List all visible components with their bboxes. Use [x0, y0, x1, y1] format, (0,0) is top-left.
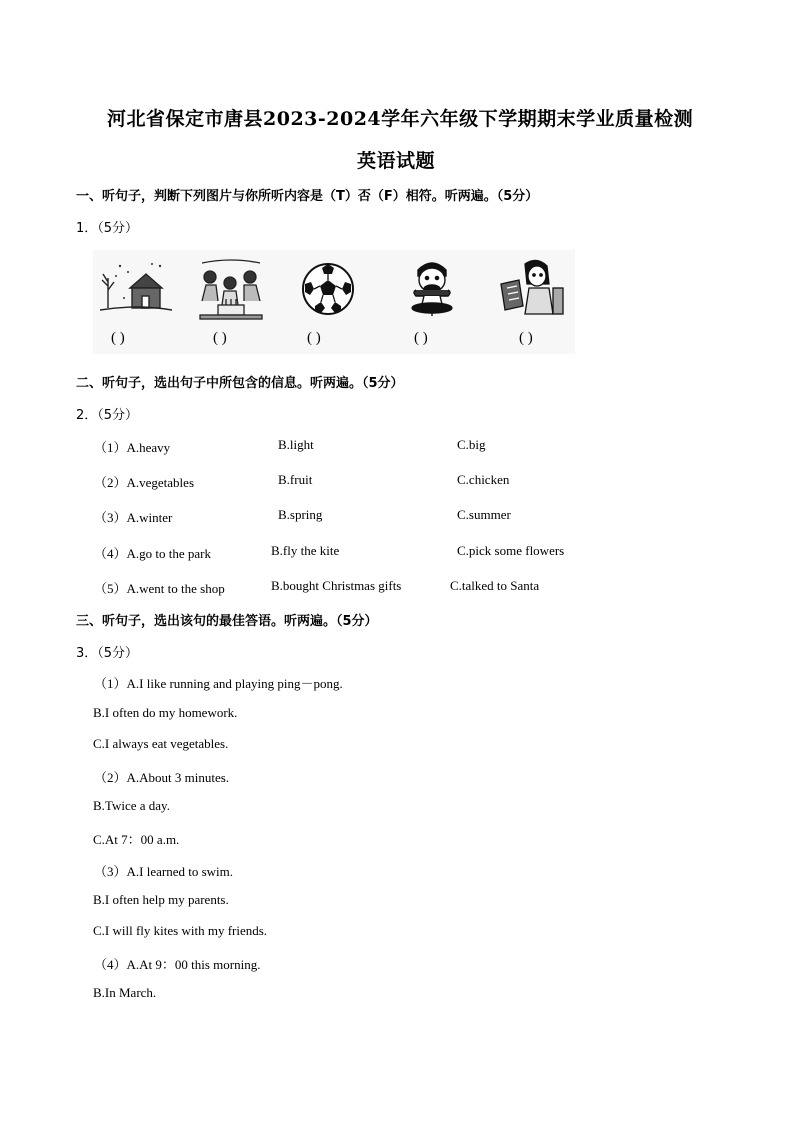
q3-line-8: B.I often help my parents. — [93, 892, 229, 907]
q3-line-1: （1）A.I like running and playing ping－pong. — [94, 676, 343, 691]
q2-row1-option-b: B.light — [278, 437, 314, 452]
q2-row2-option-a: （2）A.vegetables — [94, 475, 195, 490]
q2-row4-option-b: B.fly the kite — [271, 543, 340, 558]
snowy-house-picture — [100, 258, 172, 318]
boy-eating-picture — [406, 256, 458, 318]
q3-line-6: C.At 7：00 a.m. — [93, 832, 180, 847]
q2-row3-option-b: B.spring — [278, 507, 323, 522]
page-title: 河北省保定市唐县2023-2024学年六年级下学期期末学业质量检测 — [107, 108, 694, 130]
q2-row4-option-a: （4）A.go to the park — [94, 546, 211, 561]
q2-row5-option-a: （5）A.went to the shop — [94, 581, 225, 596]
q3-line-4: （2）A.About 3 minutes. — [94, 770, 230, 785]
answer-blank-4[interactable]: ( ) — [414, 330, 428, 346]
answer-blank-1[interactable]: ( ) — [111, 330, 125, 346]
q3-line-2: B.I often do my homework. — [93, 705, 238, 720]
answer-blank-2[interactable]: ( ) — [213, 330, 227, 346]
section1-heading: 一、听句子，判断下列图片与你所听内容是（T）否（F）相符。听两遍。（5分） — [76, 189, 539, 204]
q2-row5-option-b: B.bought Christmas gifts — [271, 578, 402, 593]
q3-line-11: B.In March. — [93, 985, 157, 1000]
q2-row3-option-c: C.summer — [457, 507, 511, 522]
soccer-ball-picture — [301, 262, 355, 316]
question2-label: 2．（5分） — [76, 408, 139, 423]
birthday-party-picture — [196, 255, 266, 323]
answer-blank-3[interactable]: ( ) — [307, 330, 321, 346]
answer-blank-5[interactable]: ( ) — [519, 330, 533, 346]
q3-line-5: B.Twice a day. — [93, 798, 170, 813]
q2-row2-option-b: B.fruit — [278, 472, 313, 487]
question3-label: 3．（5分） — [76, 646, 139, 661]
q3-line-7: （3）A.I learned to swim. — [94, 864, 234, 879]
q2-row1-option-c: C.big — [457, 437, 486, 452]
q3-line-10: （4）A.At 9：00 this morning. — [94, 957, 261, 972]
q2-row3-option-a: （3）A.winter — [94, 510, 173, 525]
girl-reading-picture — [497, 258, 567, 320]
q2-row5-option-c: C.talked to Santa — [450, 578, 540, 593]
q3-line-9: C.I will fly kites with my friends. — [93, 923, 268, 938]
q2-row2-option-c: C.chicken — [457, 472, 510, 487]
page-subtitle: 英语试题 — [357, 150, 436, 172]
q2-row1-option-a: （1）A.heavy — [94, 440, 171, 455]
question1-label: 1．（5分） — [76, 221, 139, 236]
section3-heading: 三、听句子，选出该句的最佳答语。听两遍。（5分） — [76, 614, 378, 629]
q2-row4-option-c: C.pick some flowers — [457, 543, 565, 558]
section2-heading: 二、听句子，选出句子中所包含的信息。听两遍。（5分） — [76, 376, 404, 391]
q3-line-3: C.I always eat vegetables. — [93, 736, 229, 751]
